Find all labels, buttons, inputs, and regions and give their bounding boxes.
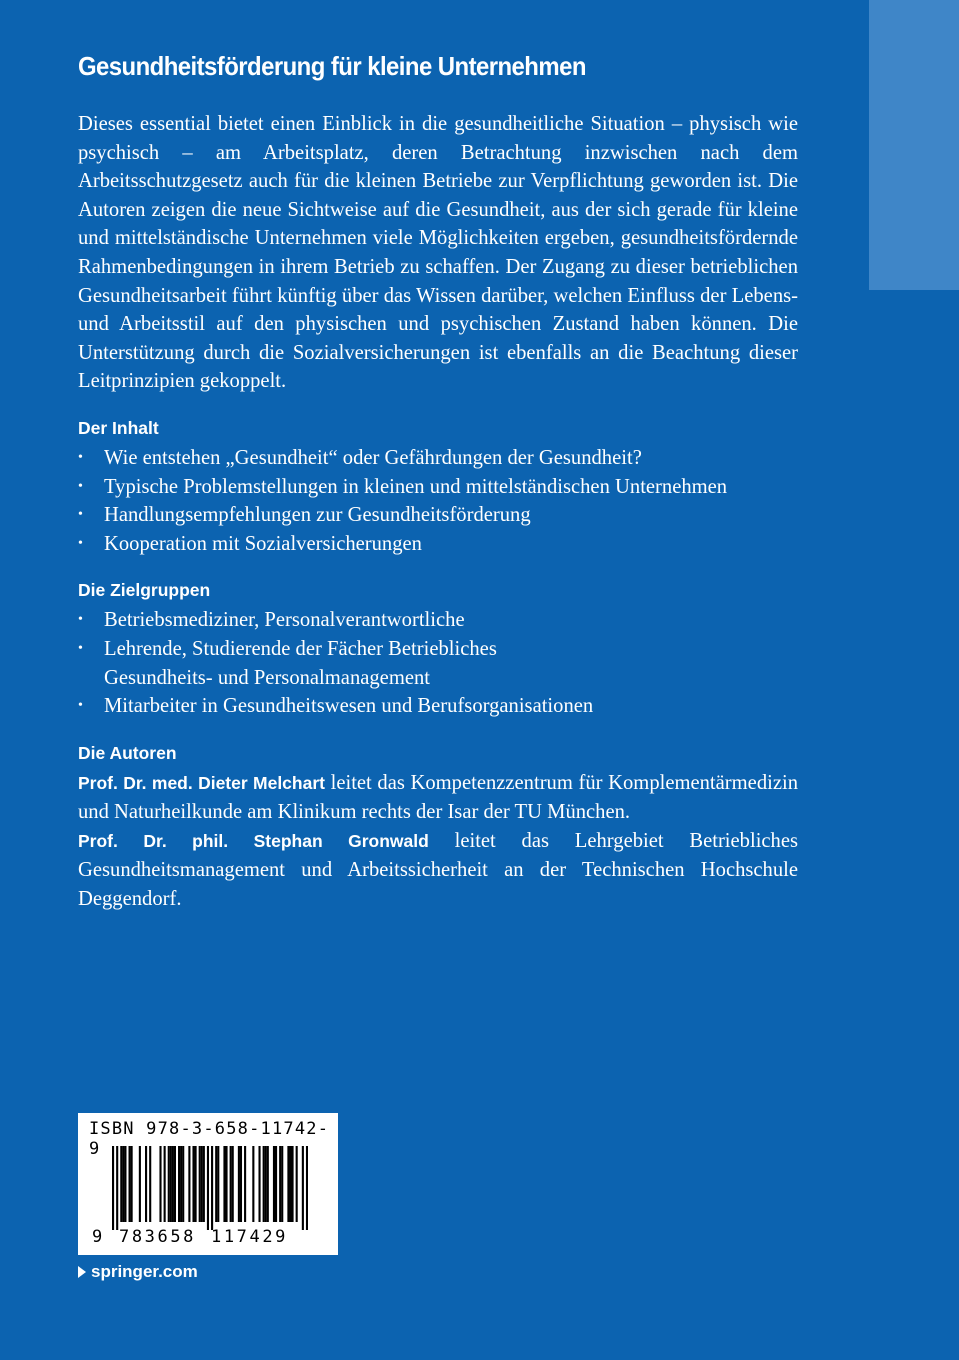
springer-link[interactable] xyxy=(78,1262,198,1282)
barcode-bar xyxy=(267,1146,269,1222)
autoren-heading: Die Autoren xyxy=(78,742,177,763)
list-item: • Typische Problemstellungen in kleinen und mittelständischen Unternehmen xyxy=(78,473,798,502)
springer-url: springer.com xyxy=(91,1262,198,1281)
barcode-bar xyxy=(129,1146,131,1222)
authors-text xyxy=(78,769,798,914)
author-1-bio: leitet das Kompetenzzentrum für Komplementärmedizin und Naturheilkunde am Klinikum rechts der Isar der TU München. xyxy=(78,771,798,823)
barcode-bar xyxy=(159,1146,161,1222)
author-2-bio: leitet das Lehrgebiet Betriebliches Gesundheitsmanagement und Arbeitssicherheit an der Technischen Hochschule Deggendorf. xyxy=(78,829,799,910)
barcode-bar xyxy=(178,1146,180,1222)
barcode-bar xyxy=(281,1146,283,1222)
barcode-bar xyxy=(225,1146,227,1222)
barcode-bar xyxy=(258,1146,260,1222)
barcode-bar xyxy=(207,1146,209,1230)
bullet-icon: • xyxy=(78,612,83,628)
barcode-bar xyxy=(217,1146,219,1222)
barcode-bar xyxy=(215,1146,217,1222)
bullet-icon: • xyxy=(78,698,83,714)
barcode-bar xyxy=(296,1146,298,1222)
barcode-bar xyxy=(244,1146,246,1222)
list-item: • Mitarbeiter in Gesundheitswesen und Berufsorganisationen xyxy=(78,692,798,721)
barcode-bar xyxy=(164,1146,166,1222)
barcode-bar xyxy=(131,1146,133,1222)
barcode-bar xyxy=(195,1146,197,1222)
back-cover-content xyxy=(78,44,798,914)
barcode-bar xyxy=(201,1146,203,1222)
bullet-icon: • xyxy=(78,535,83,551)
barcode-bar xyxy=(279,1146,281,1222)
arrow-right-icon xyxy=(78,1266,86,1278)
barcode-bar xyxy=(223,1146,225,1222)
bullet-icon: • xyxy=(78,478,83,494)
barcode-bar xyxy=(172,1146,174,1222)
barcode-bar xyxy=(180,1146,182,1222)
barcode-bar xyxy=(273,1146,275,1222)
isbn-group-2: 117429 xyxy=(211,1227,289,1247)
barcode xyxy=(112,1146,308,1230)
list-item: • Handlungsempfehlungen zur Gesundheitsförderung xyxy=(78,501,798,530)
inhalt-list xyxy=(78,444,798,558)
barcode-bar xyxy=(122,1146,124,1222)
book-title: Gesundheitsförderung für kleine Unternehmen xyxy=(78,51,586,81)
barcode-bar xyxy=(289,1146,291,1222)
barcode-bar xyxy=(116,1146,118,1230)
barcode-bar xyxy=(291,1146,293,1222)
barcode-bar xyxy=(263,1146,265,1222)
inhalt-heading: Der Inhalt xyxy=(78,417,159,438)
barcode-bar xyxy=(170,1146,172,1222)
barcode-bar xyxy=(302,1146,304,1230)
barcode-bar xyxy=(120,1146,122,1222)
isbn-first-digit: 9 xyxy=(92,1227,103,1247)
bullet-icon: • xyxy=(78,640,83,656)
barcode-bar xyxy=(306,1146,308,1230)
barcode-bar xyxy=(199,1146,201,1222)
author-1 xyxy=(78,769,798,827)
side-tab xyxy=(869,0,959,290)
isbn-group-1: 783658 xyxy=(119,1227,197,1247)
barcode-bar xyxy=(265,1146,267,1222)
barcode-bar xyxy=(211,1146,213,1230)
barcode-bar xyxy=(149,1146,151,1222)
barcode-bar xyxy=(174,1146,176,1222)
barcode-bar xyxy=(238,1146,240,1222)
barcode-bar xyxy=(203,1146,205,1222)
list-item: • Lehrende, Studierende der Fächer Betriebliches Gesundheits- und Personalmanagement xyxy=(78,635,798,692)
barcode-bar xyxy=(240,1146,242,1222)
list-item: • Wie entstehen „Gesundheit“ oder Gefährdungen der Gesundheit? xyxy=(78,444,798,473)
barcode-bar xyxy=(139,1146,141,1222)
list-item: • Betriebsmediziner, Personalverantwortliche xyxy=(78,606,798,635)
barcode-bar xyxy=(275,1146,277,1222)
barcode-bar xyxy=(252,1146,254,1222)
author-2 xyxy=(78,827,798,914)
intro-paragraph: Dieses essential bietet einen Einblick in die gesundheitliche Situation – physisch wie psychisch – am Arbeitsplatz, deren Betrachtung inzwischen nach dem Arbeitsschutzgesetz auch für die kleinen Betriebe zur Verpflichtung geworden ist. Die Autoren zeigen die neue Sichtweise auf die Gesundheit, aus der sich gerade für kleine und mittelständische Unternehmen viele Möglichkeiten ergeben, gesundheitsfördernde Rahmenbedingungen in ihrem Betrieb zu schaffen. Der Zugang zu dieser betrieblichen Gesundheitsarbeit führt künftig über das Wissen darüber, welchen Einfluss der Lebens- und Arbeitsstil auf den physischen und psychischen Zustand haben können. Die Unterstützung durch die Sozialversicherungen ist ebenfalls an die Beachtung dieser Leitprinzipien gekoppelt. xyxy=(78,113,798,393)
zielgruppen-list xyxy=(78,606,798,720)
barcode-bar xyxy=(182,1146,184,1222)
zielgruppen-heading: Die Zielgruppen xyxy=(78,580,211,601)
barcode-bar xyxy=(168,1146,170,1222)
isbn-barcode-box xyxy=(78,1113,338,1255)
author-2-name: Prof. Dr. phil. Stephan Gronwald xyxy=(78,830,429,851)
bullet-icon: • xyxy=(78,449,83,465)
barcode-bar xyxy=(232,1146,234,1222)
barcode-bar xyxy=(112,1146,114,1230)
barcode-bar xyxy=(230,1146,232,1222)
barcode-bar xyxy=(124,1146,126,1222)
author-1-name: Prof. Dr. med. Dieter Melchart xyxy=(78,772,325,793)
barcode-bar xyxy=(188,1146,190,1222)
bullet-icon: • xyxy=(78,507,83,523)
list-item: • Kooperation mit Sozialversicherungen xyxy=(78,530,798,559)
isbn-label: ISBN 978-3-658-11742-9 xyxy=(89,1119,330,1159)
barcode-bar xyxy=(287,1146,289,1222)
barcode-bar xyxy=(192,1146,194,1222)
barcode-bar xyxy=(145,1146,147,1222)
